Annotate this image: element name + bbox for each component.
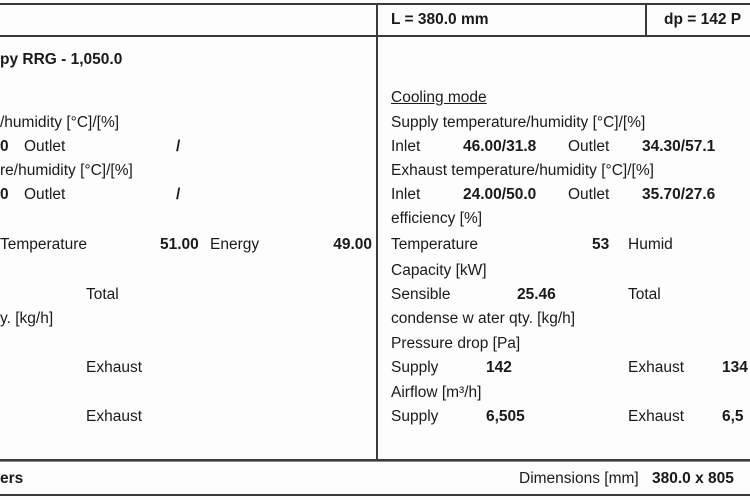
right-pressure-supply-value: 142 xyxy=(486,359,512,376)
header-divider xyxy=(645,3,647,36)
right-exhaust-label: Exhaust temperature/humidity [°C]/[%] xyxy=(391,162,654,179)
right-sensible-value: 25.46 xyxy=(517,286,556,303)
right-efficiency-label: efficiency [%] xyxy=(391,210,483,227)
right-temp-value: 53 xyxy=(592,236,610,253)
right-capacity-label: Capacity [kW] xyxy=(391,262,487,279)
right-supply-outlet: 34.30/57.1 xyxy=(642,138,716,155)
left-energy-label: Energy xyxy=(210,236,260,253)
right-airflow-exhaust-label: Exhaust xyxy=(628,408,685,425)
right-condense-label: condense w ater qty. [kg/h] xyxy=(391,310,576,327)
left-exhaust-label: re/humidity [°C]/[%] xyxy=(0,162,133,179)
left-exhaust-outlet-label: Outlet xyxy=(24,186,66,203)
right-pressure-exhaust-value: 134 xyxy=(722,359,748,376)
right-exhaust-outlet-label: Outlet xyxy=(568,186,610,203)
left-temp-value: 51.00 xyxy=(160,236,199,253)
left-exhaust-outlet: / xyxy=(176,186,181,203)
top-rule xyxy=(0,3,750,5)
right-temp-label: Temperature xyxy=(391,236,479,253)
footer-left-text: ers xyxy=(0,470,24,487)
footer-top-rule xyxy=(0,461,750,462)
right-supply-label: Supply temperature/humidity [°C]/[%] xyxy=(391,114,646,131)
right-airflow-supply-label: Supply xyxy=(391,408,439,425)
left-pressure-exhaust-label: Exhaust xyxy=(86,359,143,376)
right-airflow-exhaust-value: 6,5 xyxy=(722,408,744,425)
dp-value: dp = 142 P xyxy=(664,11,742,28)
right-airflow-supply-value: 6,505 xyxy=(486,408,525,425)
header-rule xyxy=(0,35,750,37)
right-humid-label: Humid xyxy=(628,236,673,253)
right-supply-inlet: 46.00/31.8 xyxy=(463,138,537,155)
right-total-label: Total xyxy=(628,286,661,303)
right-supply-inlet-label: Inlet xyxy=(391,138,421,155)
right-exhaust-outlet: 35.70/27.6 xyxy=(642,186,716,203)
length-value: L = 380.0 mm xyxy=(391,11,489,28)
dimensions-label: Dimensions [mm] xyxy=(519,470,639,487)
left-total-label: Total xyxy=(86,286,119,303)
right-sensible-label: Sensible xyxy=(391,286,451,303)
left-condense-label: y. [kg/h] xyxy=(0,310,54,327)
left-energy-value: 49.00 xyxy=(333,236,372,253)
left-supply-inlet: 0 xyxy=(0,138,9,155)
right-supply-outlet-label: Outlet xyxy=(568,138,610,155)
footer-bottom-rule xyxy=(0,494,750,496)
left-supply-outlet: / xyxy=(176,138,181,155)
right-airflow-label: Airflow [m³/h] xyxy=(391,384,482,401)
right-pressure-supply-label: Supply xyxy=(391,359,439,376)
left-exhaust-inlet: 0 xyxy=(0,186,9,203)
left-airflow-exhaust-label: Exhaust xyxy=(86,408,143,425)
dimensions-value: 380.0 x 805 xyxy=(652,470,734,487)
left-temp-label: Temperature xyxy=(0,236,88,253)
right-exhaust-inlet-label: Inlet xyxy=(391,186,421,203)
model-title: py RRG - 1,050.0 xyxy=(0,51,123,68)
left-supply-outlet-label: Outlet xyxy=(24,138,66,155)
center-divider xyxy=(376,3,378,460)
right-pressure-label: Pressure drop [Pa] xyxy=(391,335,521,352)
cooling-mode-title: Cooling mode xyxy=(391,89,487,106)
right-pressure-exhaust-label: Exhaust xyxy=(628,359,685,376)
left-supply-label: /humidity [°C]/[%] xyxy=(0,114,120,131)
right-exhaust-inlet: 24.00/50.0 xyxy=(463,186,537,203)
